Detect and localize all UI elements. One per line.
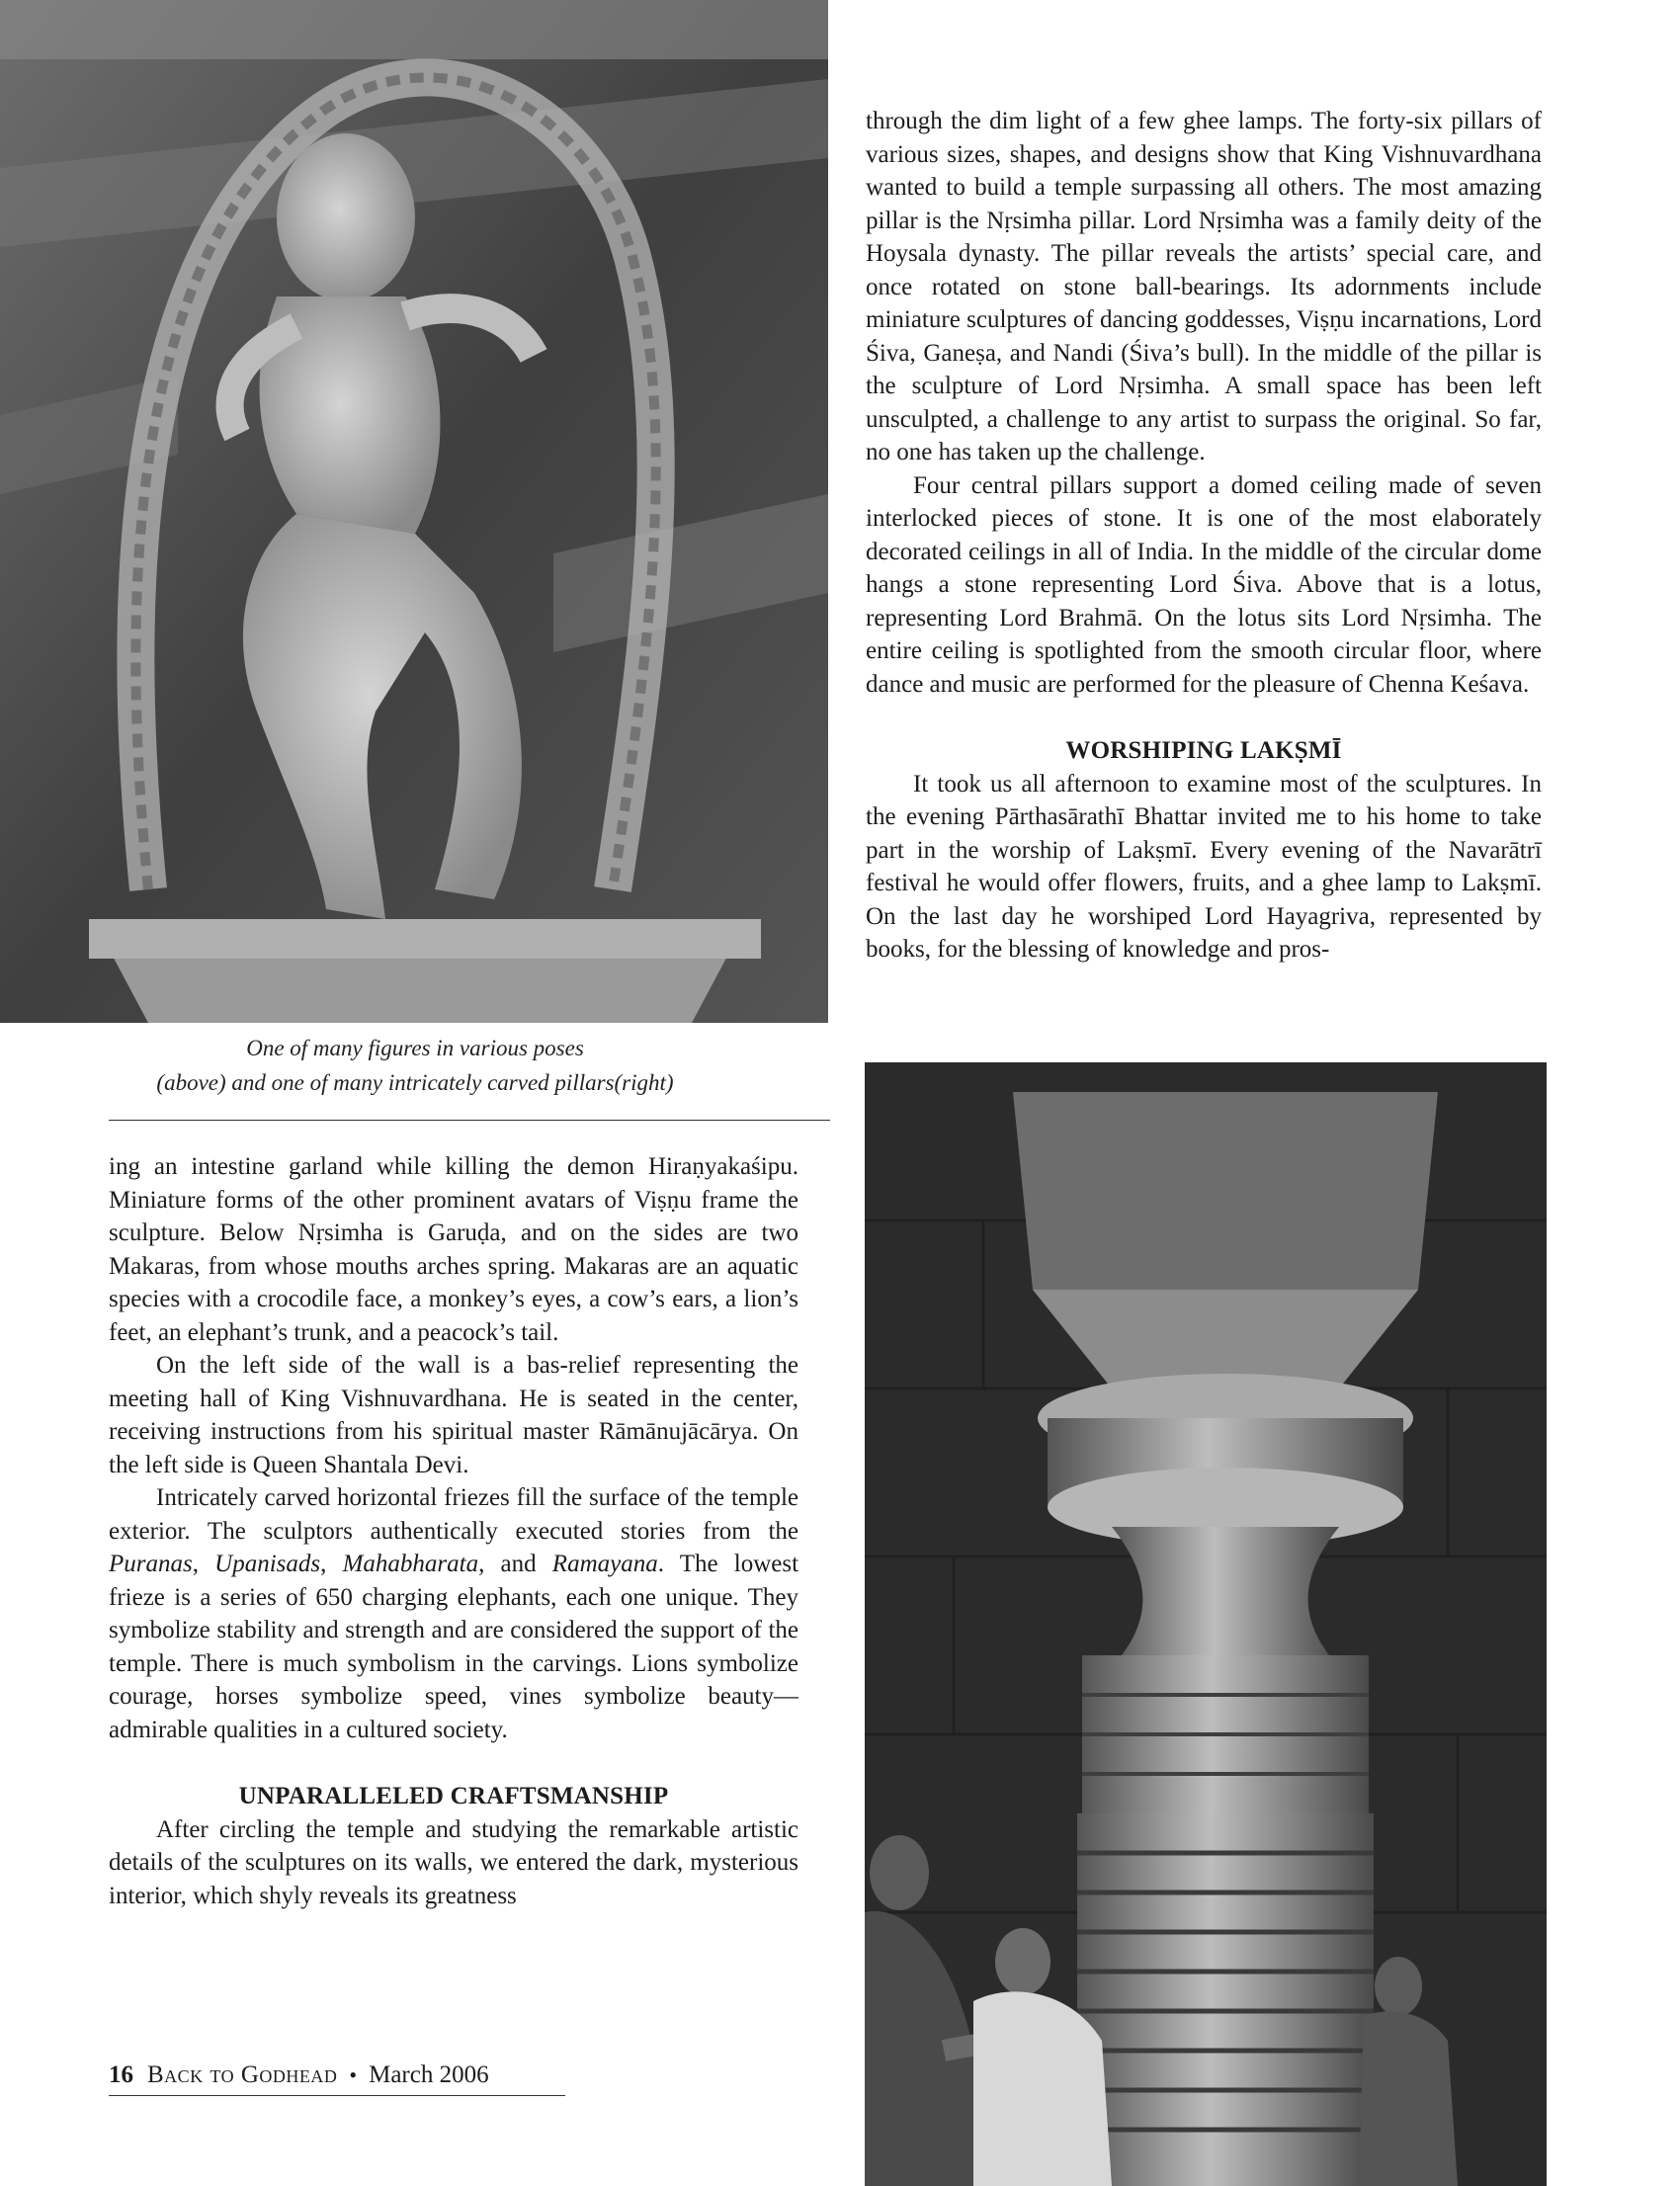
issue-date: March 2006: [369, 2061, 489, 2088]
left-column-text: [109, 1150, 798, 1912]
text-run: . The lowest frieze is a series of 650 charging elephants, each one unique. They symbolize stability and strength and are considered the support of the temple. There is much symbolism in the carvings. Lions symbolize courage, horses symbolize speed, vines symbolize beauty—admirable qualities in a cultured society.: [109, 1551, 799, 1743]
paragraph: ing an intestine garland while killing the demon Hiraṇyakaśipu. Miniature forms of the other prominent avatars of Viṣṇu frame the sculpture. Below Nṛsimha is Garuḍa, and on the sides are two Makaras, from whose mouths arches spring. Makaras are an aquatic species with a crocodile face, a monkey’s eyes, a cow’s ears, a lion’s feet, an elephant’s trunk, and a peacock’s tail.: [109, 1153, 798, 1346]
caption-divider: [109, 1120, 830, 1121]
title-mahabharata: Mahabharata: [342, 1551, 479, 1577]
text-run: ,: [192, 1551, 215, 1577]
paragraph: It took us all afternoon to examine most of the sculptures. In the evening Pārthasārathī Bhattar invited me to his home to take part in the worship of Lakṣmī. Every evening of the Navarātrī festival he would offer flowers, fruits, and a ghee lamp to Lakṣmī. On the last day he worshiped Lord Hayagriva, represented by books, for the blessing of knowledge and pros-: [866, 770, 1542, 963]
paragraph: [109, 1481, 798, 1746]
sculpture-photo-graphic: [0, 0, 828, 1023]
photo-caption-line-2: (above) and one of many intricately carved pillars(right): [156, 1070, 674, 1095]
section-heading: WORSHIPING LAKṢMĪ: [1065, 737, 1342, 764]
footer-separator: •: [349, 2062, 358, 2087]
right-column-text: [866, 105, 1542, 967]
text-run: , and: [478, 1551, 552, 1577]
paragraph: Four central pillars support a domed ceiling made of seven interlocked pieces of stone. It is one of the most elaborately decorated ceilings in all of India. In the middle of the circular dome hangs a stone representing Lord Śiva. Above that is a lotus, representing Lord Brahmā. On the lotus sits Lord Nṛsimha. The entire ceiling is spotlighted from the smooth circular floor, where dance and music are performed for the pleasure of Chenna Keśava.: [866, 471, 1542, 698]
section-heading: UNPARALLELED CRAFTSMANSHIP: [238, 1783, 669, 1809]
spacer: [109, 1746, 798, 1780]
title-ramayana: Ramayana: [551, 1551, 658, 1577]
spacer: [866, 701, 1542, 734]
sculpture-photo: [0, 0, 828, 1023]
page-footer: [109, 2060, 489, 2090]
pillar-photo-graphic: [865, 1062, 1547, 2186]
footer-divider: [109, 2095, 565, 2096]
text-run: Intricately carved horizontal friezes fill the surface of the temple exterior. The sculptors authentically executed stories from the: [109, 1484, 798, 1545]
photo-caption-line-1: One of many figures in various poses: [246, 1036, 584, 1060]
paragraph: through the dim light of a few ghee lamps. The forty-six pillars of various sizes, shapes, and designs show that King Vishnuvardhana wanted to build a temple surpassing all others. The most amazing pillar is the Nṛsimha pillar. Lord Nṛsimha was a family deity of the Hoysala dynasty. The pillar reveals the artists’ special care, and once rotated on stone ball-bearings. Its adornments include miniature sculptures of dancing goddesses, Viṣṇu incarnations, Lord Śiva, Ganeṣa, and Nandi (Śiva’s bull). In the middle of the pillar is the sculpture of Lord Nṛsimha. A small space has been left unsculpted, a challenge to any artist to surpass the original. So far, no one has taken up the challenge.: [866, 108, 1542, 465]
magazine-title: Back to Godhead: [147, 2061, 338, 2088]
page-number: 16: [109, 2061, 133, 2088]
title-puranas: Puranas: [109, 1551, 193, 1577]
paragraph: After circling the temple and studying the remarkable artistic details of the sculptures on its walls, we entered the dark, mysterious interior, which shyly reveals its greatness: [109, 1815, 798, 1909]
title-upanisads: Upanisads: [214, 1551, 321, 1577]
text-run: ,: [320, 1551, 343, 1577]
pillar-photo: [865, 1062, 1547, 2186]
paragraph: On the left side of the wall is a bas-relief representing the meeting hall of King Vishnuvardhana. He is seated in the center, receiving instructions from his spiritual master Rāmānujācārya. On the left side is Queen Shantala Devi.: [109, 1352, 798, 1478]
